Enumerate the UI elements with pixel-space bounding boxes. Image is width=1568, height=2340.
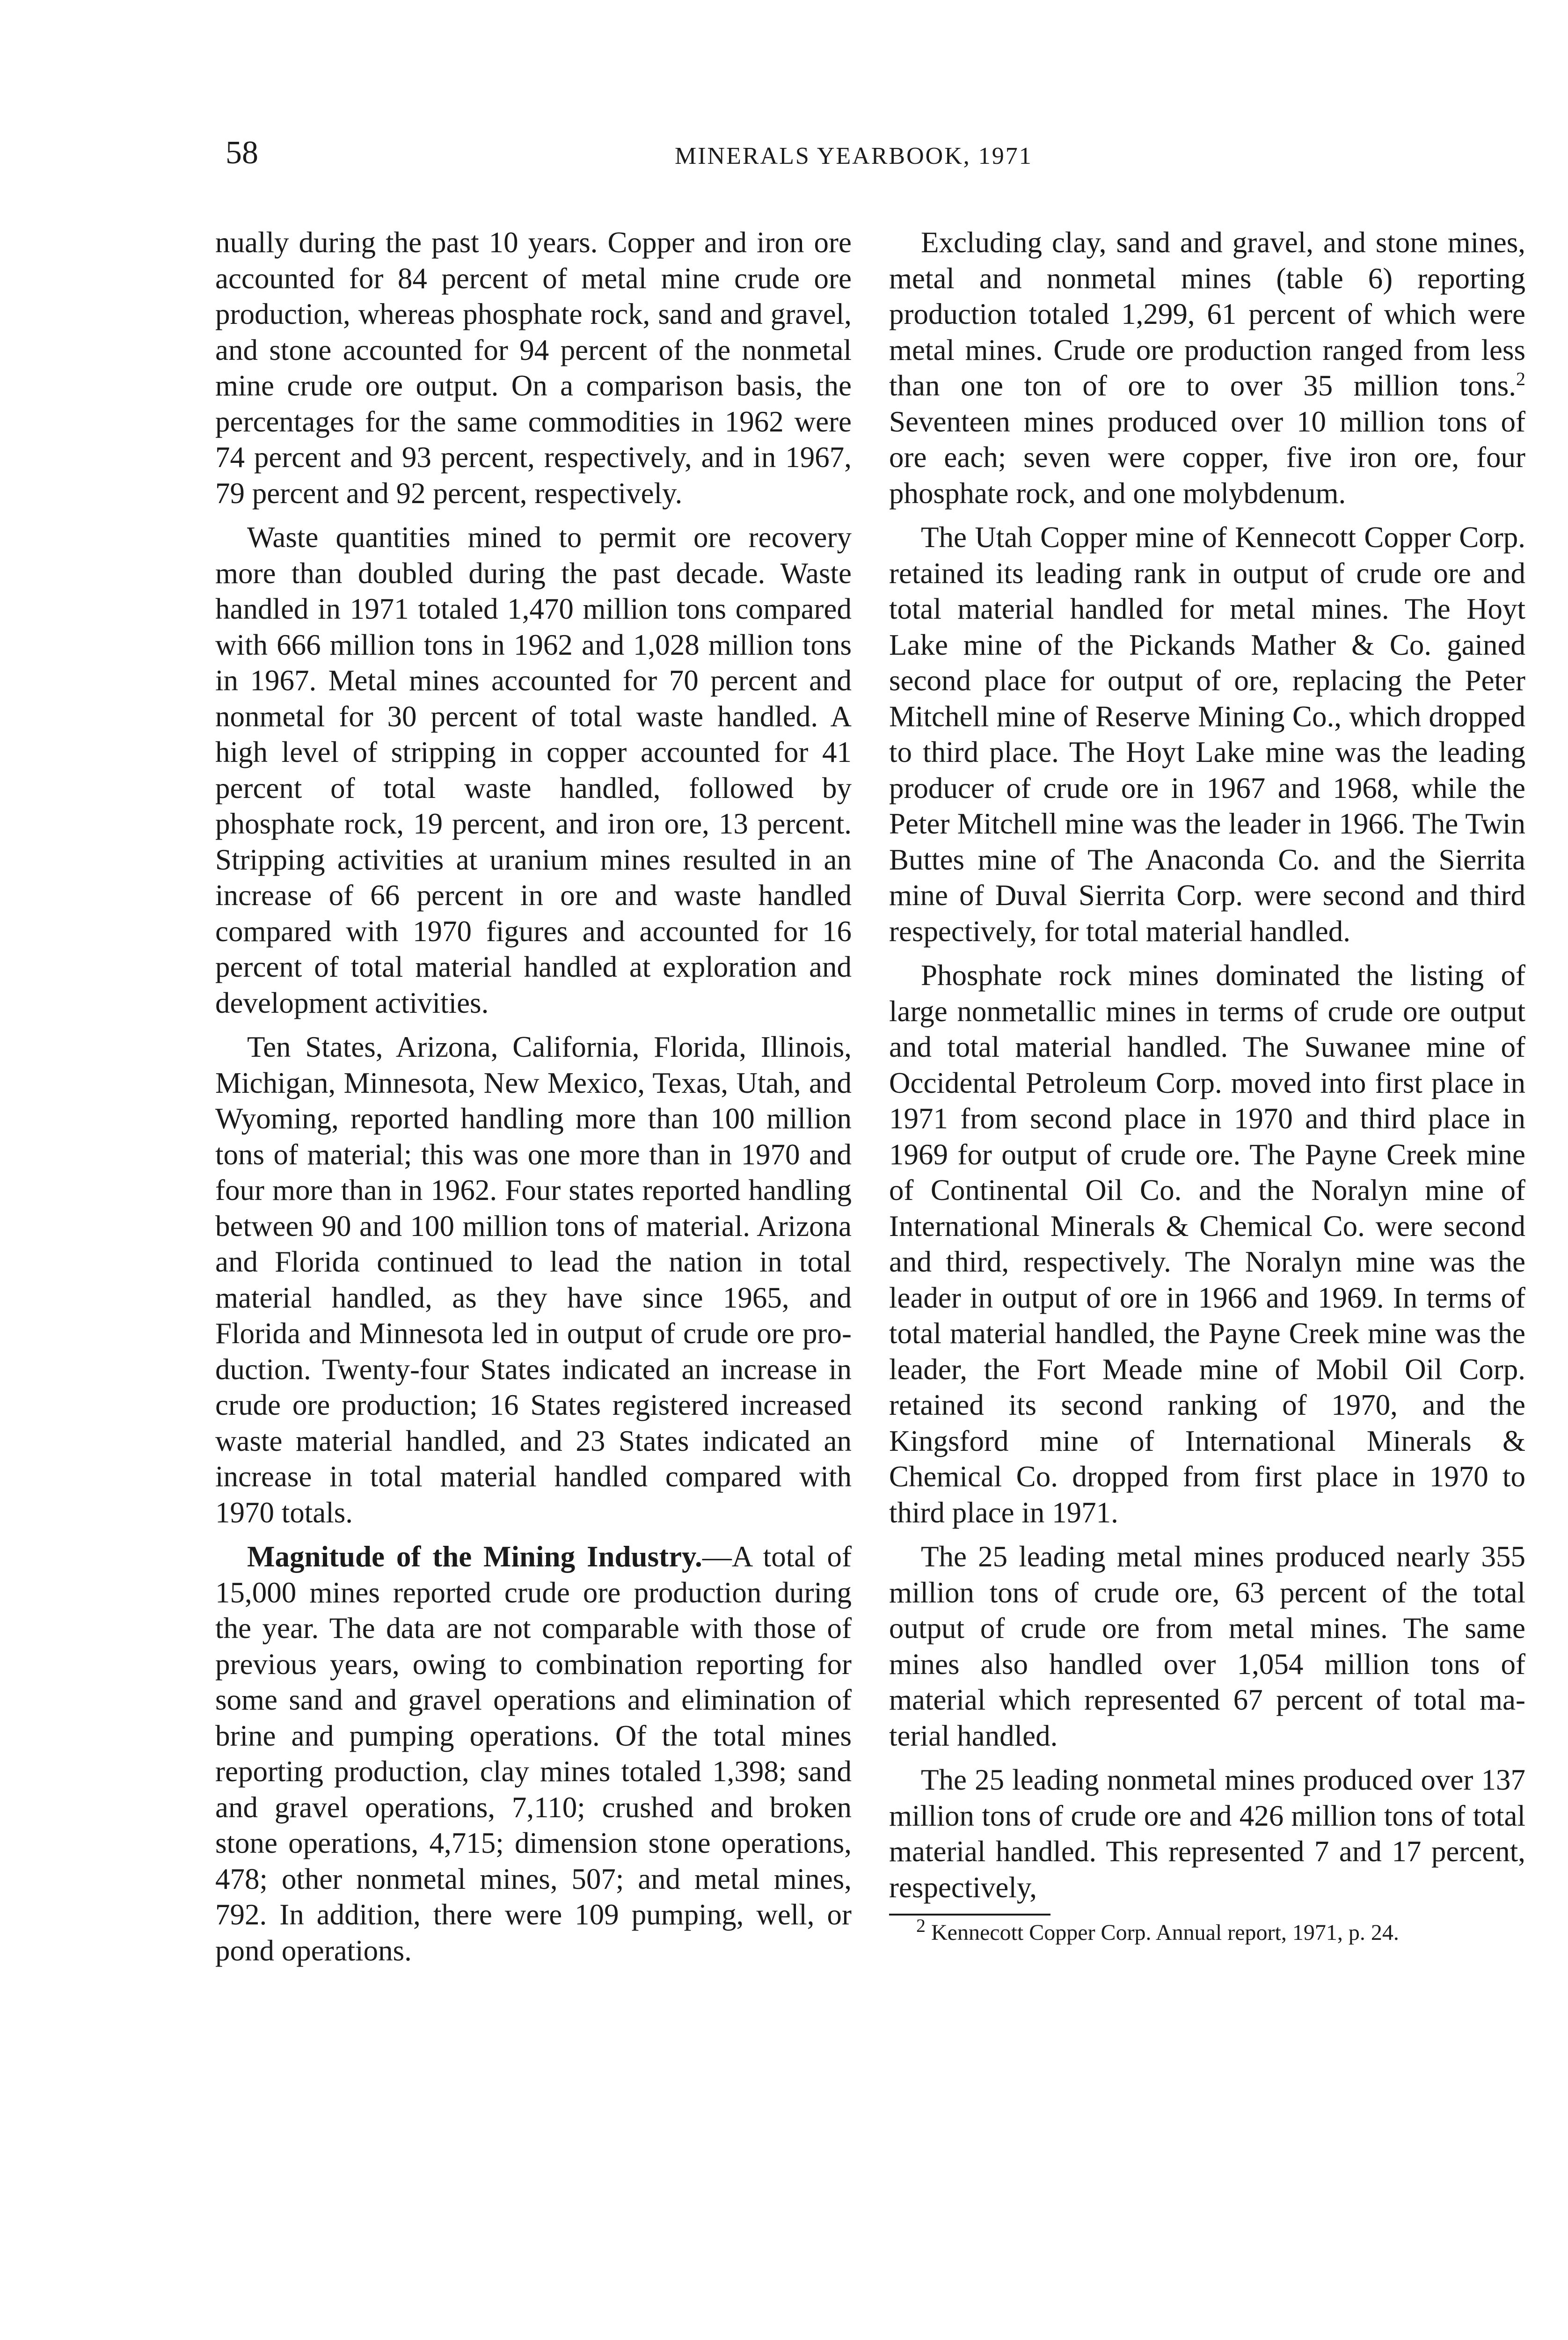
- footnote-divider: [889, 1914, 1050, 1916]
- paragraph: nually during the past 10 years. Copper and iron ore accounted for 84 percent of metal mine crude ore production, whereas phosphate rock, sand and gravel, and stone accounted for 94 percent of the nonmetal mine crude ore output. On a comparison basis, the percentages for the same commodities in 1962 were 74 percent and 93 percent, respectively, and in 1967, 79 percent and 92 percent, respectively.: [215, 226, 852, 510]
- paragraph: The Utah Copper mine of Kennecott Copper Corp. retained its leading rank in output of crude ore and total material handled for metal mines. The Hoyt Lake mine of the Pickands Mather & Co. gained second place for output of ore, replacing the Peter Mitchell mine of Reserve Mining Co., which dropped to third place. The Hoyt Lake mine was the leading producer of crude ore in 1967 and 1968, while the Peter Mitchell mine was the leader in 1966. The Twin Buttes mine of The Anaconda Co. and the Sierrita mine of Duval Sierrita Corp. were second and third respectively, for total material handled.: [889, 521, 1525, 948]
- right-column: [889, 225, 1525, 1945]
- paragraph: The 25 leading metal mines produced nearly 355 million tons of crude ore, 63 percent of the total output of crude ore from metal mines. The same mines also handled over 1,054 million tons of material which represented 67 percent of total material handled.: [889, 1540, 1525, 1752]
- section-heading: Magnitude of the Mining Industry.: [247, 1540, 702, 1573]
- paragraph: Waste quantities mined to permit ore recovery more than doubled during the past decade. Waste handled in 1971 totaled 1,470 million tons compared with 666 million tons in 1962 and 1,028 million tons in 1967. Metal mines accounted for 70 percent and nonmetal for 30 percent of total waste handled. A high level of stripping in copper accounted for 41 percent of total waste handled, followed by phosphate rock, 19 percent, and iron ore, 13 percent. Stripping activities at uranium mines resulted in an increase of 66 percent in ore and waste handled compared with 1970 figures and accounted for 16 percent of total material handled at exploration and development activities.: [215, 521, 852, 1019]
- footnote: [889, 1915, 1525, 1945]
- paragraph-text: Seventeen mines produced over 10 million tons of ore each; seven were copper, five iron ore, four phosphate rock, and one molybdenum.: [889, 405, 1525, 510]
- running-head: MINERALS YEARBOOK, 1971: [675, 143, 1033, 169]
- paragraph-text: —A total of 15,000 mines reported crude ore production during the year. The data are not comparable with those of previous years, owing to combination reporting for some sand and gravel operations and elimination of brine and pumping operations. Of the total mines reporting production, clay mines totaled 1,398; sand and gravel operations, 7,110; crushed and broken stone operations, 4,715; dimension stone operations, 478; other nonmetal mines, 507; and metal mines, 792. In addition, there were 109 pumping, well, or pond operations.: [215, 1540, 852, 1967]
- paragraph: Ten States, Arizona, California, Florida, Illinois, Michigan, Minnesota, New Mexico, Texas, Utah, and Wyoming, reported handling more than 100 million tons of material; this was one more than in 1970 and four more than in 1962. Four states reported handling between 90 and 100 million tons of material. Arizona and Florida continued to lead the nation in total material handled, as they have since 1965, and Florida and Minnesota led in output of crude ore production. Twenty-four States indicated an increase in crude ore production; 16 States registered increased waste material handled, and 23 States indicated an increase in total material handled compared with 1970 totals.: [215, 1031, 852, 1529]
- paragraph-text: Excluding clay, sand and gravel, and stone mines, metal and nonmetal mines (table 6) reporting production totaled 1,299, 61 percent of which were metal mines. Crude ore production ranged from less than one ton of ore to over 35 million tons.: [889, 226, 1525, 402]
- paragraph: The 25 leading nonmetal mines produced over 137 million tons of crude ore and 426 million tons of total material handled. This represented 7 and 17 percent, respectively,: [889, 1763, 1525, 1904]
- paragraph: [215, 1539, 852, 1968]
- paragraph: Phosphate rock mines dominated the listing of large nonmetallic mines in terms of crude ore output and total material handled. The Suwanee mine of Occidental Petroleum Corp. moved into first place in 1971 from second place in 1970 and third place in 1969 for output of crude ore. The Payne Creek mine of Continental Oil Co. and the Noralyn mine of International Minerals & Chemical Co. were second and third, respectively. The Noralyn mine was the leader in output of ore in 1966 and 1969. In terms of total material handled, the Payne Creek mine was the leader, the Fort Meade mine of Mobil Oil Corp. retained its second ranking of 1970, and the Kingsford mine of International Minerals & Chemical Co. dropped from first place in 1970 to third place in 1971.: [889, 959, 1525, 1529]
- page-number: 58: [226, 135, 258, 171]
- left-column: [215, 225, 852, 1977]
- footnote-text: Kennecott Copper Corp. Annual report, 1971, p. 24.: [931, 1920, 1399, 1945]
- paragraph: [889, 225, 1525, 511]
- footnote-marker: 2: [916, 1915, 926, 1936]
- footnote-reference: 2: [1516, 368, 1525, 389]
